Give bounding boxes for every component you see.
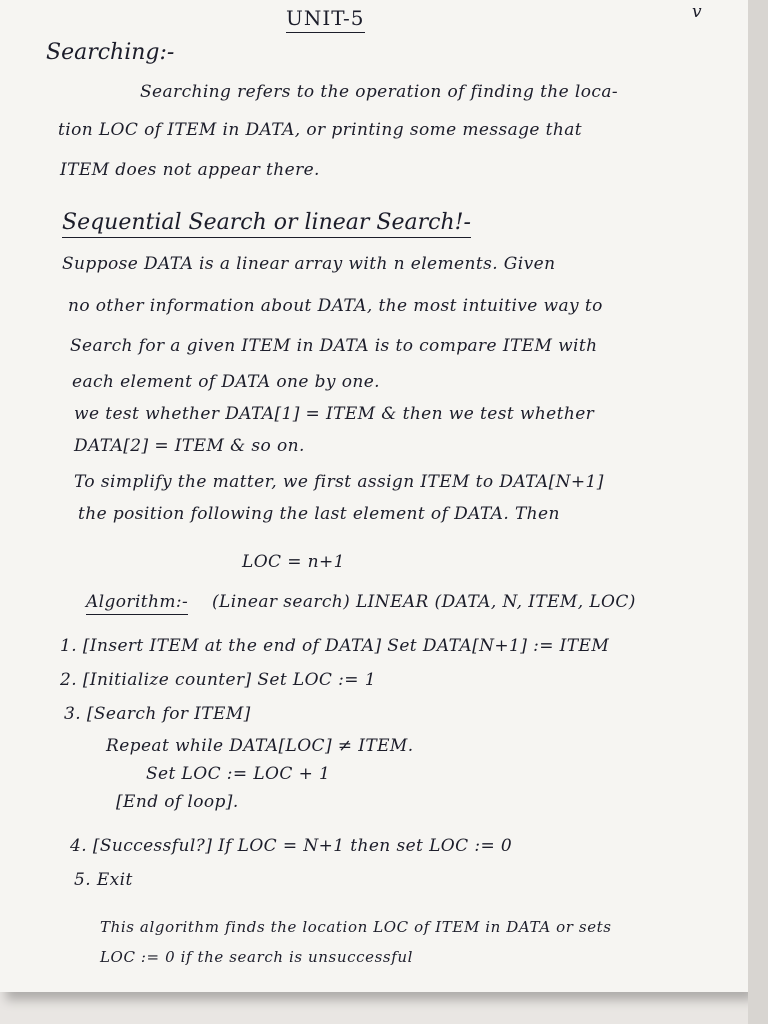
unit-title: UNIT-5 bbox=[286, 6, 365, 33]
linear-line-5: we test whether DATA[1] = ITEM & then we test whether bbox=[74, 404, 595, 424]
step-3: 3. [Search for ITEM] bbox=[64, 704, 251, 724]
algorithm-signature: (Linear search) LINEAR (DATA, N, ITEM, LOC) bbox=[212, 592, 636, 612]
linear-line-3: Search for a given ITEM in DATA is to compare ITEM with bbox=[70, 336, 598, 356]
algorithm-note-line-1: This algorithm finds the location LOC of ITEM in DATA or sets bbox=[100, 918, 612, 936]
step-5: 5. Exit bbox=[74, 870, 133, 890]
linear-line-2: no other information about DATA, the most intuitive way to bbox=[68, 296, 603, 316]
page-edge-shadow bbox=[748, 0, 768, 1024]
corner-mark: v bbox=[692, 2, 703, 22]
searching-heading: Searching:- bbox=[46, 40, 175, 65]
algorithm-heading: Algorithm:- bbox=[86, 592, 188, 615]
linear-line-1: Suppose DATA is a linear array with n elements. Given bbox=[62, 254, 556, 274]
step-4: 4. [Successful?] If LOC = N+1 then set LOC := 0 bbox=[70, 836, 513, 856]
step-3-set: Set LOC := LOC + 1 bbox=[146, 764, 331, 784]
step-3-end-loop: [End of loop]. bbox=[116, 792, 239, 812]
searching-line-1: Searching refers to the operation of finding the loca- bbox=[140, 82, 618, 102]
linear-line-7: To simplify the matter, we first assign ITEM to DATA[N+1] bbox=[74, 472, 604, 492]
linear-line-6: DATA[2] = ITEM & so on. bbox=[74, 436, 305, 456]
linear-line-8: the position following the last element of DATA. Then bbox=[78, 504, 560, 524]
step-2: 2. [Initialize counter] Set LOC := 1 bbox=[60, 670, 376, 690]
loc-equation: LOC = n+1 bbox=[242, 552, 345, 572]
algorithm-note-line-2: LOC := 0 if the search is unsuccessful bbox=[100, 948, 413, 966]
searching-line-2: tion LOC of ITEM in DATA, or printing some message that bbox=[58, 120, 583, 140]
step-3-repeat: Repeat while DATA[LOC] ≠ ITEM. bbox=[106, 736, 414, 756]
linear-search-heading: Sequential Search or linear Search!- bbox=[62, 210, 471, 238]
step-1: 1. [Insert ITEM at the end of DATA] Set DATA[N+1] := ITEM bbox=[60, 636, 610, 656]
linear-line-4: each element of DATA one by one. bbox=[72, 372, 380, 392]
searching-line-3: ITEM does not appear there. bbox=[60, 160, 320, 180]
